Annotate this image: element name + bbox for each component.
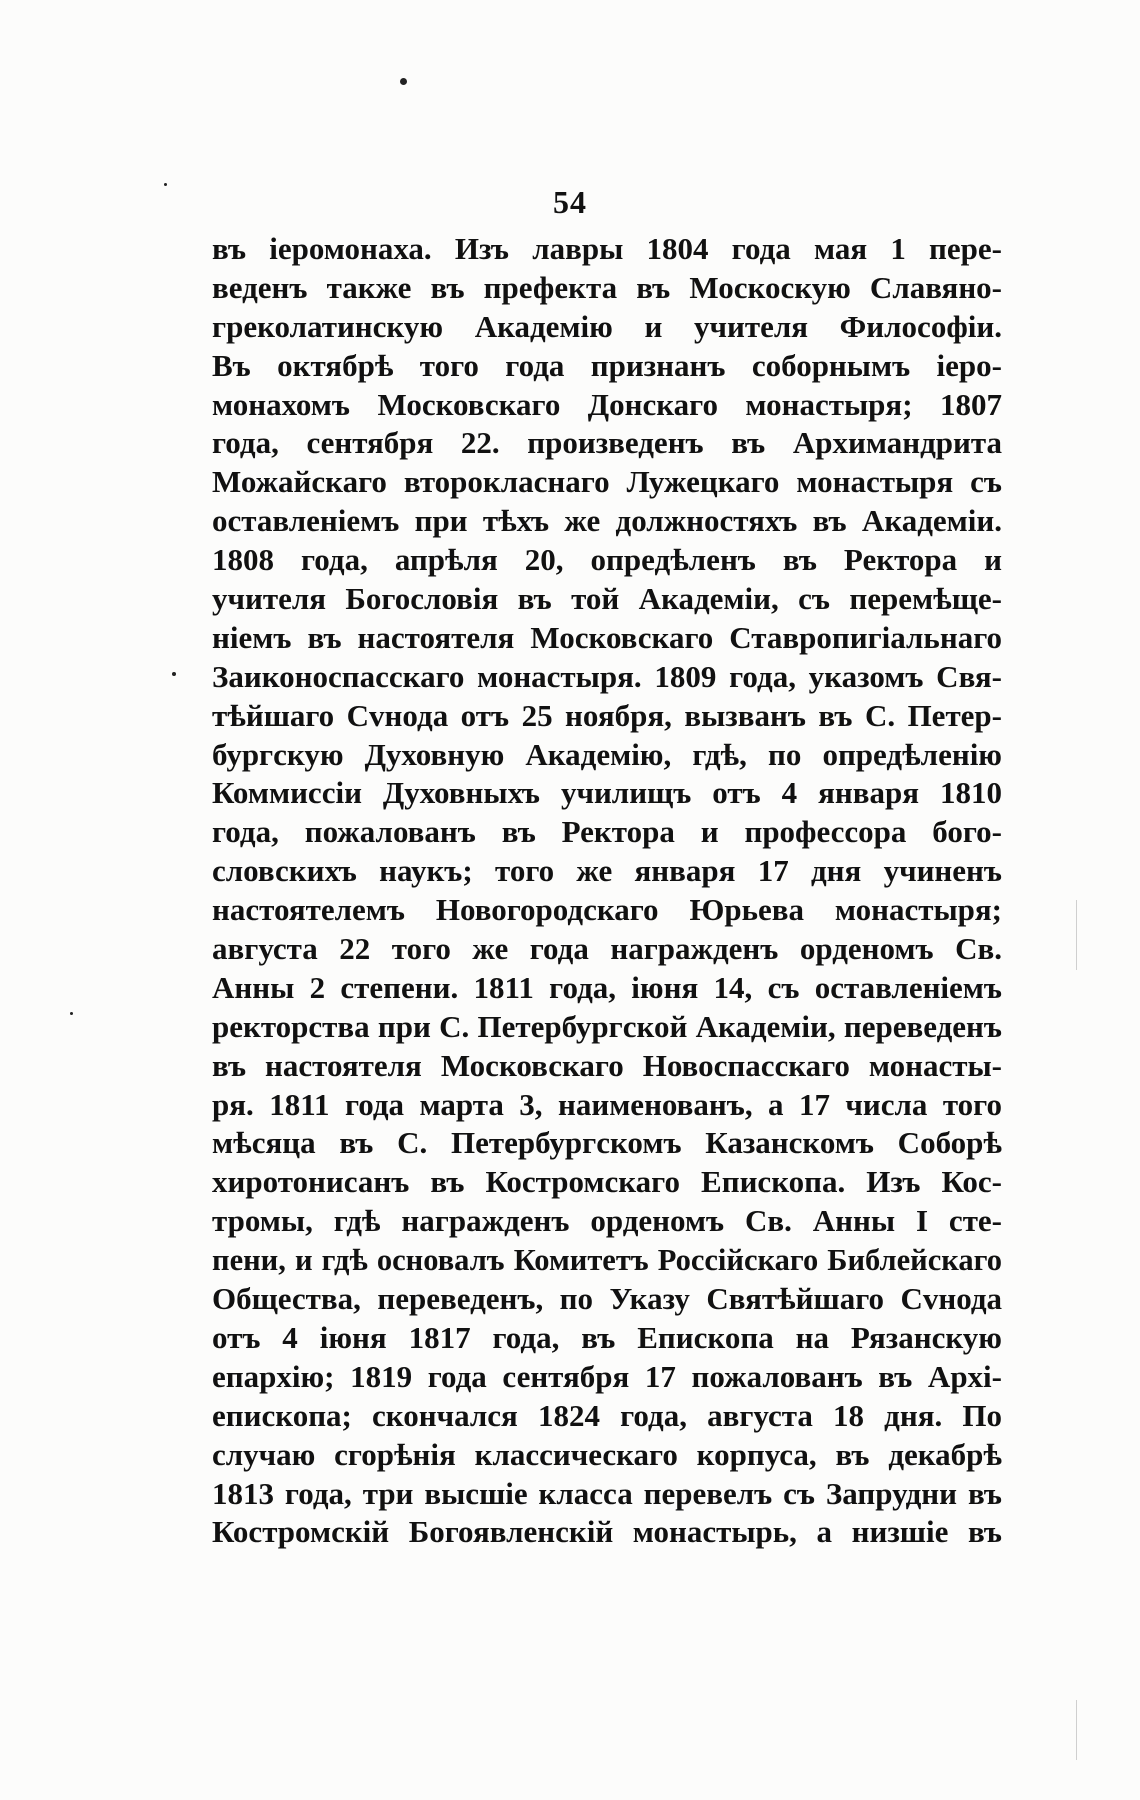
text-line: Анны 2 степени. 1811 года, іюня 14, съ оставленіемъ [212,969,1002,1005]
text-line: 1808 года, апрѣля 20, опредѣленъ въ Ректора и [212,542,1002,578]
text-line: тѣйшаго Сvнода отъ 25 ноября, вызванъ въ С. Петер- [212,697,1002,733]
body-text [212,230,1002,1552]
text-line: августа 22 того же года награжденъ орденомъ Св. [212,931,1002,967]
text-line: епархію; 1819 года сентября 17 пожалованъ въ Архі- [212,1358,1002,1394]
text-line: Общества, переведенъ, по Указу Святѣйшаго Сvнода [212,1281,1002,1317]
text-line: ніемъ въ настоятеля Московскаго Ставропигіальнаго [212,619,1002,655]
text-line: ректорства при С. Петербургской Академіи, переведенъ [212,1008,1002,1044]
text-line: учителя Богословія въ той Академіи, съ перемѣще- [212,581,1002,617]
text-line: Заиконоспасскаго монастыря. 1809 года, указомъ Свя- [212,658,1002,694]
text-line: отъ 4 іюня 1817 года, въ Епископа на Рязанскую [212,1319,1002,1355]
text-line: въ іеромонаха. Изъ лавры 1804 года мая 1 пере- [212,231,1002,266]
page-number: 54 [553,184,587,220]
text-line: монахомъ Московскаго Донскаго монастыря; 1807 [212,386,1002,422]
print-speck [172,672,176,676]
text-line: года, сентября 22. произведенъ въ Архимандрита [212,425,1002,461]
text-line: года, пожалованъ въ Ректора и профессора бого- [212,814,1002,850]
text-line: ря. 1811 года марта 3, наименованъ, а 17 числа того [212,1086,1002,1122]
print-speck [400,78,407,85]
text-line: хиротонисанъ въ Костромскаго Епископа. Изъ Кос- [212,1164,1002,1200]
text-line: бургскую Духовную Академію, гдѣ, по опредѣленію [212,736,1002,772]
text-line: Въ октябрѣ того года признанъ соборнымъ іеро- [212,347,1002,383]
text-line: Костромскій Богоявленскій монастырь, а низшіе въ [212,1514,1002,1550]
text-line: оставленіемъ при тѣхъ же должностяхъ въ Академіи. [212,503,1002,539]
text-line: епископа; скончался 1824 года, августа 18 дня. По [212,1397,1002,1433]
text-line: Коммиссіи Духовныхъ училищъ отъ 4 января 1810 [212,775,1002,811]
text-line: мѣсяца въ С. Петербургскомъ Казанскомъ Соборѣ [212,1125,1002,1161]
text-line: пени, и гдѣ основалъ Комитетъ Россійскаго Библейскаго [212,1243,1002,1278]
text-line: словскихъ наукъ; того же января 17 дня учиненъ [212,853,1002,889]
scan-edge-line [1076,900,1077,970]
text-line: веденъ также въ префекта въ Москоскую Славяно- [212,269,1002,305]
text-line: настоятелемъ Новогородскаго Юрьева монастыря; [212,892,1002,928]
text-line: греколатинскую Академію и учителя Философіи. [212,308,1002,344]
text-line: тромы, гдѣ награжденъ орденомъ Св. Анны I сте- [212,1203,1002,1239]
text-line: Можайскаго второкласнаго Лужецкаго монастыря съ [212,464,1002,500]
text-line: въ настоятеля Московскаго Новоспасскаго монасты- [212,1047,1002,1083]
scan-edge-line [1076,1700,1077,1760]
text-line: 1813 года, три высшіе класса перевелъ съ Запрудни въ [212,1475,1002,1511]
text-line: случаю сгорѣнія классическаго корпуса, въ декабрѣ [212,1436,1002,1472]
print-speck [70,1012,73,1015]
